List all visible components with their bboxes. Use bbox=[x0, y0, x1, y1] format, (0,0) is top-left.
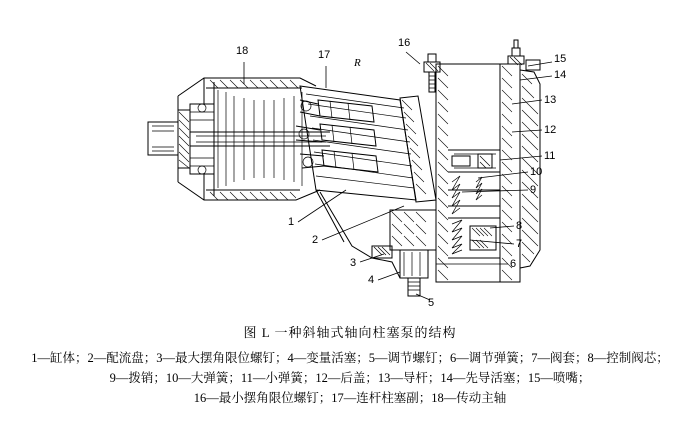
callout-8: 8 bbox=[516, 220, 523, 232]
variable-displacement-piston bbox=[372, 210, 436, 296]
callout-5: 5 bbox=[428, 297, 435, 309]
symbol-r-label: R bbox=[354, 57, 361, 69]
callout-17: 17 bbox=[318, 49, 331, 61]
callout-16: 16 bbox=[398, 37, 411, 49]
figure-legend bbox=[0, 348, 700, 408]
legend-line-2: 9—拨销；10—大弹簧；11—小弹簧；12—后盖；13—导杆；14—先导活塞；15—喷嘴； bbox=[109, 371, 591, 385]
callout-7: 7 bbox=[516, 238, 523, 250]
callout-6: 6 bbox=[510, 258, 517, 270]
callout-18: 18 bbox=[236, 45, 249, 57]
large-spring bbox=[452, 176, 460, 214]
callout-1: 1 bbox=[288, 216, 295, 228]
callout-4: 4 bbox=[368, 274, 375, 286]
callout-11: 11 bbox=[544, 150, 556, 162]
figure-caption: 图 L 一种斜轴式轴向柱塞泵的结构 bbox=[243, 325, 457, 340]
min-angle-limit-screw bbox=[424, 54, 440, 92]
callout-15: 15 bbox=[554, 53, 567, 65]
callout-13: 13 bbox=[544, 94, 557, 106]
callout-2: 2 bbox=[312, 234, 319, 246]
callout-12: 12 bbox=[544, 124, 557, 136]
legend-line-3: 16—最小摆角限位螺钉；17—连杆柱塞副；18—传动主轴 bbox=[193, 391, 507, 405]
small-spring bbox=[476, 177, 482, 200]
legend-line-1: 1—缸体；2—配流盘；3—最大摆角限位螺钉；4—变量活塞；5—调节螺钉；6—调节弹簧；7—阀套；8—控制阀芯； bbox=[31, 351, 669, 365]
callout-9: 9 bbox=[530, 184, 537, 196]
callout-3: 3 bbox=[350, 257, 357, 269]
cylinder-block bbox=[296, 86, 416, 200]
callout-14: 14 bbox=[554, 69, 567, 81]
callout-10: 10 bbox=[530, 166, 543, 178]
adjusting-spring-and-screw bbox=[448, 218, 500, 258]
top-fittings bbox=[508, 40, 540, 70]
